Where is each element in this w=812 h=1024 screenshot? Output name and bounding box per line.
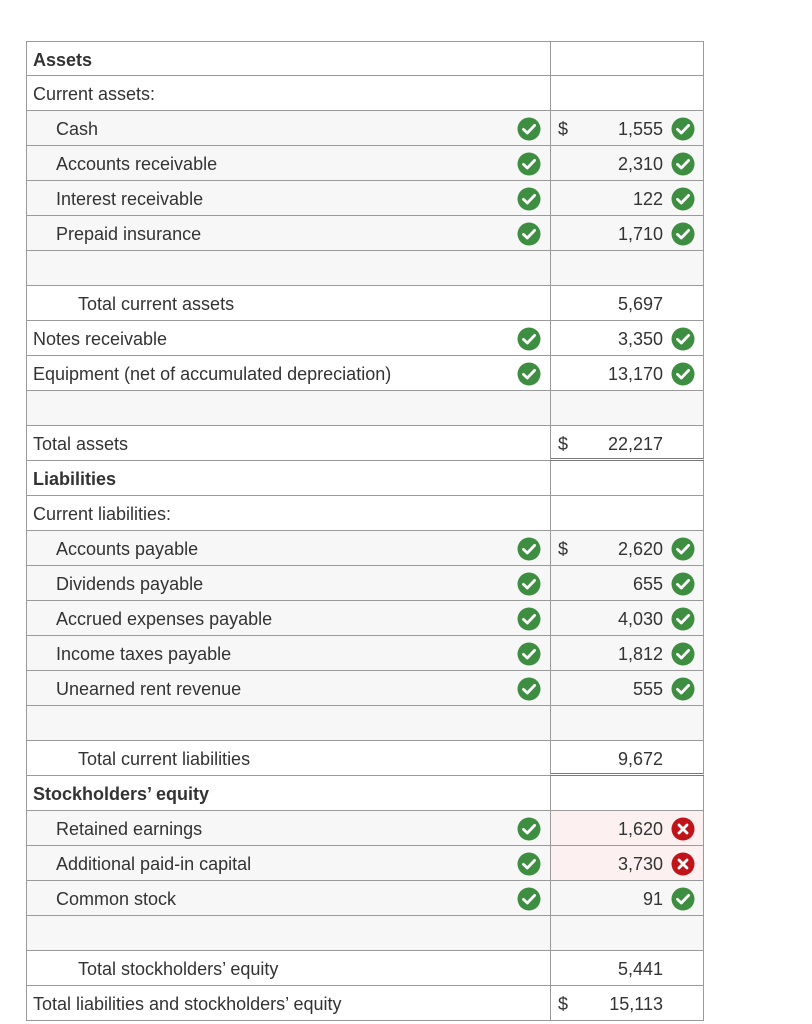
row-label-cell [26,286,550,321]
row-label: Accounts receivable [56,154,218,174]
row-label: Current liabilities: [33,504,172,524]
label-check-cell [510,846,550,880]
row-label-cell[interactable] [26,846,550,881]
row-label-cell[interactable] [26,671,550,706]
row-label-cell [26,776,550,811]
amount-value: 5,441 [617,959,663,979]
amount-cell [550,41,704,76]
amount-value: 91 [642,889,663,909]
label-check-cell [510,671,550,705]
row-label-cell [26,951,550,986]
row-current-assets [26,76,706,111]
row-label: Interest receivable [56,189,204,209]
amount-cell [550,391,704,426]
amount-cell[interactable] [550,111,704,146]
row-income-taxes-payable [26,636,706,671]
label-check-cell [510,531,550,565]
check-circle-icon [671,887,695,911]
row-label: Cash [56,119,99,139]
check-circle-icon [671,117,695,141]
dollar-sign: $ [558,434,569,454]
amount-cell[interactable] [550,146,704,181]
amount-cell[interactable] [550,846,704,881]
row-label-cell[interactable] [26,636,550,671]
amount-cell [550,986,704,1021]
label-check-cell [510,636,550,670]
amount-value: 4,030 [617,609,663,629]
row-label-cell [26,391,550,426]
row-common-stock [26,881,706,916]
check-circle-icon [517,187,541,211]
row-label: Notes receivable [33,329,168,349]
row-label: Stockholders’ equity [33,784,210,804]
row-label: Total stockholders’ equity [78,959,279,979]
row-label: Accounts payable [56,539,199,559]
amount-value: 2,620 [617,539,663,559]
row-blank [26,251,706,286]
label-check-cell [510,566,550,600]
row-dividends-payable [26,566,706,601]
amount-value: 5,697 [617,294,663,314]
row-interest-receivable [26,181,706,216]
label-check-cell [510,601,550,635]
row-label-cell [26,76,550,111]
row-total-liabilities-and-stockholders-equity [26,986,706,1021]
amount-value: 13,170 [607,364,663,384]
row-label-cell[interactable] [26,181,550,216]
row-retained-earnings [26,811,706,846]
dollar-sign: $ [558,539,569,559]
row-label-cell [26,41,550,76]
check-circle-icon [517,607,541,631]
check-circle-icon [517,327,541,351]
amount-cell[interactable] [550,321,704,356]
amount-cell[interactable] [550,671,704,706]
row-label: Income taxes payable [56,644,232,664]
check-circle-icon [671,187,695,211]
row-label-cell [26,461,550,496]
row-label-cell[interactable] [26,566,550,601]
row-label-cell[interactable] [26,531,550,566]
check-circle-icon [517,572,541,596]
x-circle-icon [671,817,695,841]
amount-value: 655 [632,574,663,594]
row-total-current-assets [26,286,706,321]
row-label: Unearned rent revenue [56,679,242,699]
row-assets [26,41,706,76]
row-label-cell [26,916,550,951]
amount-cell[interactable] [550,181,704,216]
amount-cell[interactable] [550,216,704,251]
amount-value: 3,730 [617,854,663,874]
amount-cell[interactable] [550,356,704,391]
check-circle-icon [671,152,695,176]
row-label-cell [26,496,550,531]
check-circle-icon [517,852,541,876]
amount-value: 3,350 [617,329,663,349]
amount-cell [550,706,704,741]
row-notes-receivable [26,321,706,356]
row-label: Common stock [56,889,177,909]
amount-cell[interactable] [550,636,704,671]
row-accounts-payable [26,531,706,566]
row-label-cell[interactable] [26,146,550,181]
label-check-cell [510,181,550,215]
amount-value: 1,812 [617,644,663,664]
row-total-current-liabilities [26,741,706,776]
amount-value: 122 [632,189,663,209]
amount-value: 555 [632,679,663,699]
label-check-cell [510,146,550,180]
check-circle-icon [671,572,695,596]
check-circle-icon [671,607,695,631]
row-accounts-receivable [26,146,706,181]
row-label: Dividends payable [56,574,204,594]
amount-cell [550,286,704,321]
amount-cell [550,251,704,286]
check-circle-icon [517,817,541,841]
amount-value: 15,113 [609,994,663,1014]
amount-cell [550,951,704,986]
label-check-cell [510,216,550,250]
check-circle-icon [517,537,541,561]
row-blank [26,706,706,741]
row-label: Total liabilities and stockholders’ equity [33,994,342,1014]
check-circle-icon [517,152,541,176]
label-check-cell [510,111,550,145]
row-label: Total assets [33,434,129,454]
dollar-sign: $ [558,119,569,139]
amount-cell [550,461,704,496]
amount-cell [550,76,704,111]
check-circle-icon [671,642,695,666]
amount-value: 22,217 [607,434,663,454]
row-label-cell[interactable] [26,111,550,146]
label-check-cell [510,811,550,845]
row-label: Retained earnings [56,819,203,839]
check-circle-icon [517,677,541,701]
row-stockholders-equity [26,776,706,811]
amount-cell [550,741,704,776]
check-circle-icon [671,537,695,561]
amount-cell[interactable] [550,566,704,601]
row-label-cell[interactable] [26,356,550,391]
check-circle-icon [517,222,541,246]
check-circle-icon [671,222,695,246]
amount-value: 2,310 [617,154,663,174]
row-label-cell[interactable] [26,881,550,916]
check-circle-icon [671,677,695,701]
row-accrued-expenses-payable [26,601,706,636]
row-label-cell [26,251,550,286]
row-label: Equipment (net of accumulated depreciation) [33,364,392,384]
check-circle-icon [671,327,695,351]
row-label-cell [26,986,550,1021]
row-total-assets [26,426,706,461]
row-additional-paid-in-capital [26,846,706,881]
row-total-stockholders-equity [26,951,706,986]
row-label-cell[interactable] [26,321,550,356]
row-current-liabilities [26,496,706,531]
balance-sheet-table [26,41,706,1021]
label-check-cell [510,321,550,355]
row-cash [26,111,706,146]
amount-cell [550,776,704,811]
row-equipment-net-of-accumulated-depreciation [26,356,706,391]
row-label: Assets [33,50,93,70]
label-check-cell [510,881,550,915]
row-label: Total current assets [78,294,235,314]
dollar-sign: $ [558,994,569,1014]
label-check-cell [510,356,550,390]
amount-value: 1,620 [617,819,663,839]
row-prepaid-insurance [26,216,706,251]
amount-cell[interactable] [550,881,704,916]
amount-cell [550,916,704,951]
check-circle-icon [517,117,541,141]
amount-value: 9,672 [617,749,663,769]
amount-cell [550,426,704,461]
row-label-cell [26,706,550,741]
check-circle-icon [517,642,541,666]
row-label-cell [26,741,550,776]
amount-cell [550,496,704,531]
check-circle-icon [671,362,695,386]
row-label: Total current liabilities [78,749,251,769]
row-liabilities [26,461,706,496]
row-label: Accrued expenses payable [56,609,273,629]
check-circle-icon [517,887,541,911]
row-unearned-rent-revenue [26,671,706,706]
row-blank [26,391,706,426]
amount-cell[interactable] [550,811,704,846]
x-circle-icon [671,852,695,876]
row-label: Current assets: [33,84,156,104]
row-label: Additional paid-in capital [56,854,252,874]
amount-value: 1,555 [617,119,663,139]
check-circle-icon [517,362,541,386]
amount-cell[interactable] [550,601,704,636]
amount-cell[interactable] [550,531,704,566]
row-label: Liabilities [33,469,117,489]
row-label-cell[interactable] [26,601,550,636]
row-label: Prepaid insurance [56,224,202,244]
row-label-cell[interactable] [26,216,550,251]
row-blank [26,916,706,951]
row-label-cell[interactable] [26,811,550,846]
amount-value: 1,710 [617,224,663,244]
row-label-cell [26,426,550,461]
